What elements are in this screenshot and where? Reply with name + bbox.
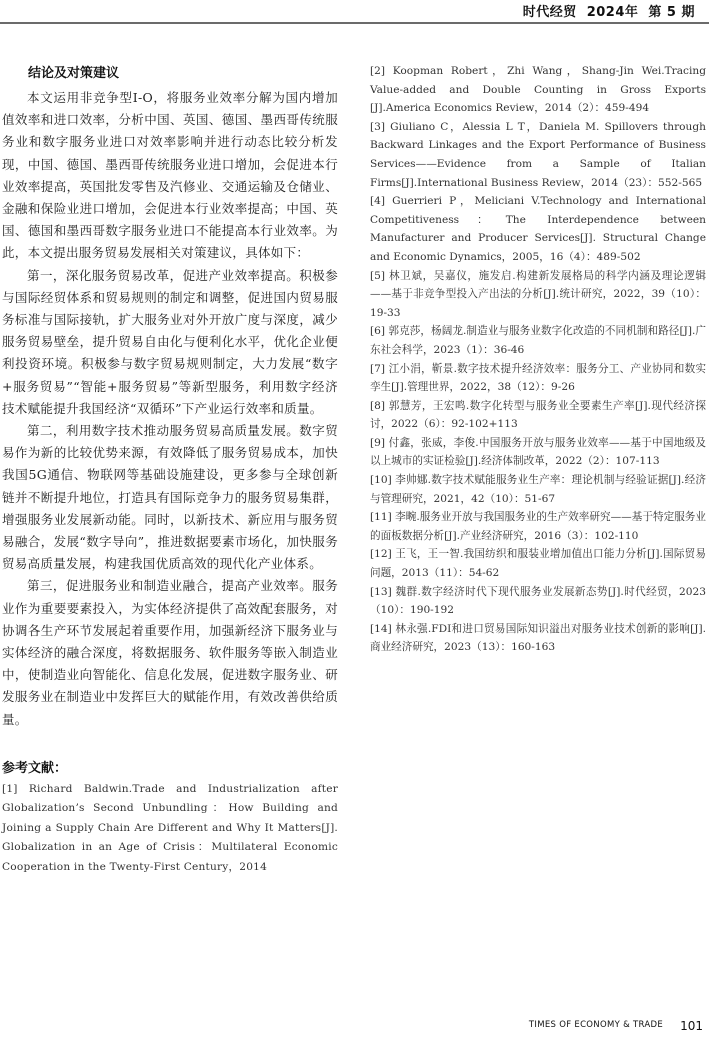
left-column <box>2 62 338 877</box>
reference-item: [14] 林永强.FDI和进口贸易国际知识溢出对服务业技术创新的影响[J].商业经济研究，2023（13）：160-163 <box>370 622 706 654</box>
reference-item: [4] Guerrieri P，Meliciani V.Technology and International Competitiveness：The Interdependence between Manufacturer and Producer Services[J]. Structural Change and Economic Dynamics，2005，16（4）：489-502 <box>370 195 706 263</box>
reference-item: [8] 郭慧芳，王宏鸣.数字化转型与服务业全要素生产率[J].现代经济探讨，2022（6）：92-102+113 <box>370 399 706 431</box>
reference-item: [11] 李畹.服务业开放与我国服务业的生产效率研究——基于特定服务业的面板数据分析[J].产业经济研究，2016（3）：102-110 <box>370 511 706 542</box>
reference-item: [3] Giuliano C，Alessia L T，Daniela M. Spillovers through Backward Linkages and the Export Performance of Business Services——Evidence from a Sample of Italian Firms[J].International Business Review，2014（23）：552-565 <box>370 120 706 189</box>
paragraph: 第一，深化服务贸易改革，促进产业效率提高。积极参与国际经贸体系和贸易规则的制定和调整，促进国内贸易服务标准与国际接轨，扩大服务业对外开放广度与深度，减少服务贸易壁垒，提升贸易自由化与便利化水平，优化企业便利投资环境。积极参与数字贸易规则制定，大力发展“数字+服务贸易”“智能+服务贸易”等新型服务，利用数字经济技术赋能提升我国经济“双循环”下产业运行效率和质量。 <box>2 267 338 416</box>
issue-number: 第 5 期 <box>648 5 695 20</box>
header-rule <box>0 22 709 24</box>
page-number: 101 <box>680 1019 703 1033</box>
paragraph: 第二，利用数字技术推动服务贸易高质量发展。数字贸易作为新的比较优势来源，有效降低了服务贸易成本，加快我国5G通信、物联网等基础设施建设，更多参与全球创新链并不断提升地位，打造具有国际竞争力的服务贸易集群，增强服务业发展新动能。同时，以新技术、新应用与服务贸易融合，发展“数字导向”，推进数据要素市场化，加快服务贸易高质量发展，构建我国优质高效的现代化产业体系。 <box>2 423 338 572</box>
header-text <box>513 1 695 20</box>
footer-journal-en: TIMES OF ECONOMY & TRADE <box>528 1020 663 1030</box>
reference-item: [9] 付鑫，张威，李俊.中国服务开放与服务业效率——基于中国地级及以上城市的实证检验[J].经济体制改革，2022（2）：107-113 <box>370 436 706 468</box>
reference-item: [12] 王飞，王一智.我国纺织和服装业增加值出口能力分析[J].国际贸易问题，2013（11）：54-62 <box>370 548 706 580</box>
paragraph: 第三，促进服务业和制造业融合，提高产业效率。服务业作为重要要素投入，为实体经济提供了高效配套服务，对协调各生产环节发展起着重要作用，加强新经济下服务业与实体经济的融合深度，将数据服务、软件服务等嵌入制造业中，使制造业向智能化、信息化发展，促进数字服务业、研发服务业在制造业中发挥巨大的赋能作用，有效改善供给质量。 <box>2 578 338 727</box>
reference-item: [13] 魏群.数字经济时代下现代服务业发展新态势[J].时代经贸，2023（10）：190-192 <box>370 585 706 617</box>
reference-item: [10] 李帅娜.数字技术赋能服务业生产率：理论机制与经验证据[J].经济与管理研究，2021，42（10）：51-67 <box>370 474 706 505</box>
page-header <box>0 0 709 22</box>
references-title: 参考文献： <box>2 760 68 776</box>
paragraph: 本文运用非竞争型I-O，将服务业效率分解为国内增加值效率和进口效率，分析中国、英国、德国、墨西哥传统服务业和数字服务业进口对效率影响并进行动态比较分析发现，中国、德国、墨西哥传统服务业进口增加，会促进本行业效率提高，英国批发零售及汽修业、交通运输及仓储业、金融和保险业进口增加，会促进本行业效率提高；中国、英国、德国和墨西哥数字服务业进口不能提高本行业效率。为此，本文提出服务贸易发展相关对策建议，具体如下： <box>2 90 338 261</box>
journal-name: 时代经贸 <box>522 5 577 20</box>
reference-item: [2] Koopman Robert，Zhi Wang，Shang-Jin Wei.Tracing Value-added and Double Counting in Gross Exports [J].America Economics Review，2014（2）：459-494 <box>370 65 706 115</box>
issue-year: 2024年 <box>586 5 639 20</box>
section-title: 结论及对策建议 <box>28 66 120 81</box>
reference-item: [6] 郭克莎，杨阔龙.制造业与服务业数字化改造的不同机制和路径[J].广东社会科学，2023（1）：36-46 <box>370 325 706 356</box>
reference-item: [5] 林卫斌，吴嘉仪，施发启.构建新发展格局的科学内涵及理论逻辑——基于非竞争型投入产出法的分析[J].统计研究，2022，39（10）：19-33 <box>370 269 706 319</box>
reference-item: [7] 江小涓，靳景.数字技术提升经济效率：服务分工、产业协同和数实孪生[J].管理世界，2022，38（12）：9-26 <box>370 362 706 394</box>
right-column <box>370 62 706 657</box>
reference-item: [1] Richard Baldwin.Trade and Industrialization after Globalization’s Second Unbundling：How Building and Joining a Supply Chain Are Different and Why It Matters[J]. Globalization in an Age of Crisis：Multilateral Economic Cooperation in the Twenty-First Century，2014 <box>2 782 338 873</box>
